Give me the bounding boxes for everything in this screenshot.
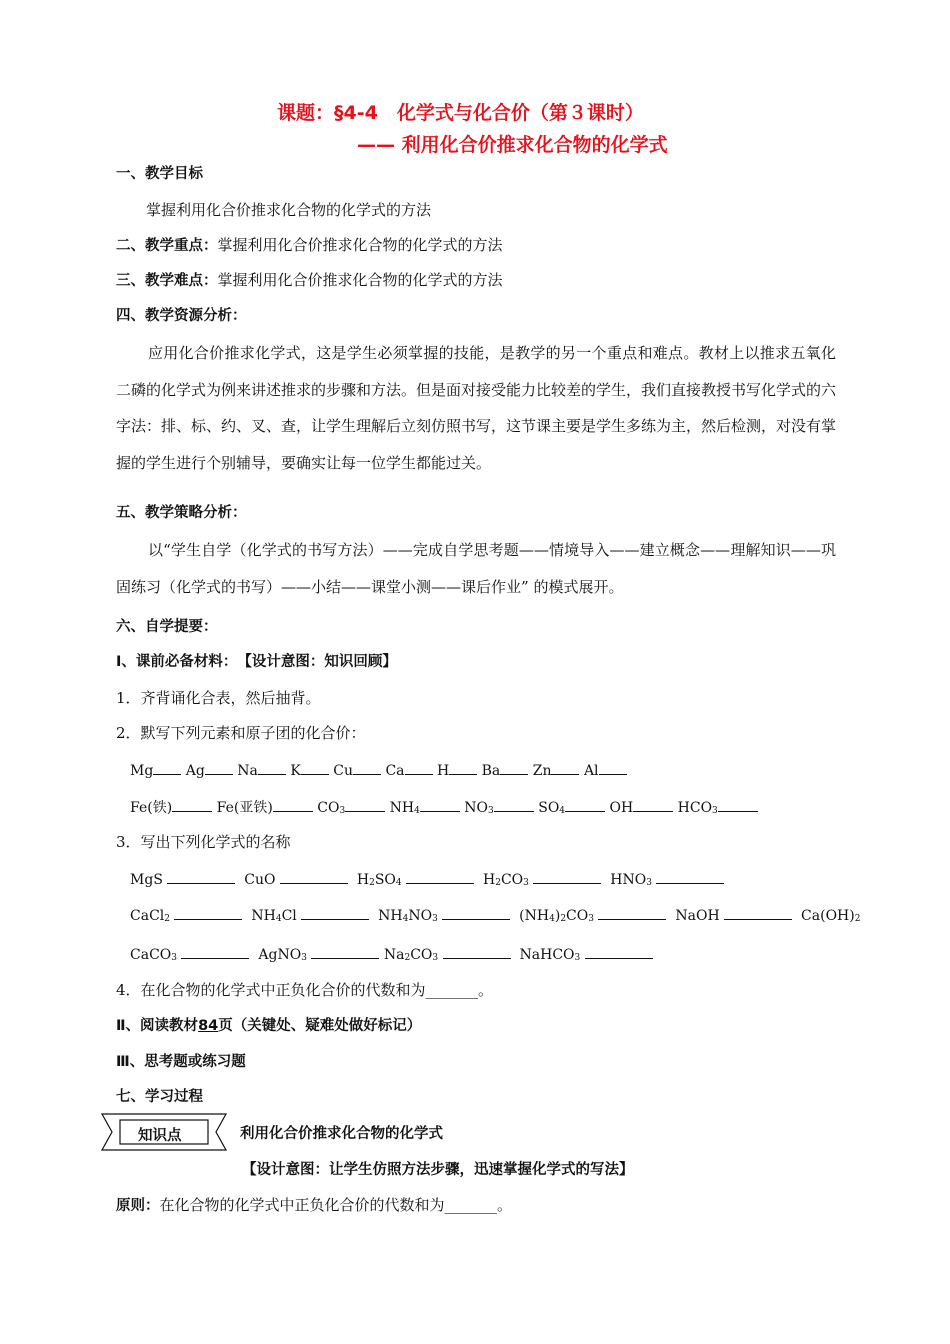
radical-item: Fe(铁) xyxy=(130,800,212,816)
formula-item: AgNO$_3$ xyxy=(258,947,379,963)
section-1-content: 掌握利用化合价推求化合物的化学式的方法 xyxy=(146,201,432,219)
question-2: 2．默写下列元素和原子团的化合价： xyxy=(116,724,366,742)
formula-item: $Ca(OH)_2$ xyxy=(801,908,861,924)
question-1: 1．齐背诵化合表，然后抽背。 xyxy=(116,689,321,707)
formula-item: NaHCO$_3$ xyxy=(519,947,652,963)
principle-text: 在化合物的化学式中正负化合价的代数和为_______。 xyxy=(159,1196,513,1214)
radical-item: $HCO_3$ xyxy=(678,800,758,816)
radical-item: $NH_4$ xyxy=(390,800,460,816)
formula-item: MgS xyxy=(130,872,240,888)
element-item: Al xyxy=(584,763,627,779)
part-1-heading: Ⅰ、课前必备材料： 【设计意图：知识回顾】 xyxy=(116,654,397,670)
principle xyxy=(116,1195,512,1216)
element-valence-row xyxy=(130,760,627,779)
element-item: Mg xyxy=(130,763,181,779)
question-3: 3．写出下列化学式的名称 xyxy=(116,833,291,851)
element-item: K xyxy=(290,763,328,779)
formula-item: $HNO_3$ xyxy=(610,872,724,888)
formula-item: $(NH_4)_2CO_3$ xyxy=(519,908,671,924)
section-3-content: 掌握利用化合价推求化合物的化学式的方法 xyxy=(217,271,503,289)
design-intent: 【设计意图：让学生仿照方法步骤，迅速掌握化学式的写法】 xyxy=(242,1162,634,1178)
knowledge-point-topic: 利用化合价推求化合物的化学式 xyxy=(240,1126,443,1142)
element-item: Zn xyxy=(533,763,580,779)
radical-item: Fe(亚铁) xyxy=(217,800,313,816)
knowledge-point-label: 知识点 xyxy=(138,1128,182,1144)
formula-names-row-1 xyxy=(130,869,724,888)
formula-item: CaCl$_2$ xyxy=(130,908,247,924)
formula-item: $Na_2CO_3$ xyxy=(384,947,515,963)
radical-item: $NO_3$ xyxy=(464,800,533,816)
section-7-heading: 七、学习过程 xyxy=(116,1089,203,1105)
element-item: Ag xyxy=(186,763,233,779)
lesson-subtitle: —— 利用化合价推求化合物的化学式 xyxy=(357,134,668,156)
formula-item: $NH_4Cl$ xyxy=(251,908,373,924)
textbook-page-number: 84 xyxy=(198,1018,219,1034)
formula-item: $H_2SO_4$ xyxy=(357,872,479,888)
element-item: Cu xyxy=(333,763,381,779)
section-2 xyxy=(116,235,503,256)
section-2-heading: 二、教学重点： xyxy=(116,238,218,254)
element-item: H xyxy=(437,763,477,779)
formula-item: NaOH xyxy=(675,908,796,924)
formula-names-row-2 xyxy=(130,905,860,924)
formula-item: CaCO$_3$ xyxy=(130,947,254,963)
section-4-heading: 四、教学资源分析： xyxy=(116,308,247,324)
lesson-title: 课题：§4-4 化学式与化合价（第３课时） xyxy=(277,102,644,124)
section-3 xyxy=(116,270,503,291)
section-3-heading: 三、教学难点： xyxy=(116,273,218,289)
element-item: Na xyxy=(237,763,286,779)
radical-valence-row xyxy=(130,797,758,817)
formula-names-row-3 xyxy=(130,944,653,963)
principle-label: 原则： xyxy=(116,1198,160,1214)
section-4-content: 应用化合价推求化学式，这是学生必须掌握的技能，是教学的另一个重点和难点。教材上以推求五氧化二磷的化学式为例来讲述推求的步骤和方法。但是面对接受能力比较差的学生，我们直接教授书写化学式的六字法：排、标、约、叉、查，让学生理解后立刻仿照书写，这节课主要是学生多练为主，然后检测，对没有掌握的学生进行个别辅导，要确实让每一位学生都能过关。 xyxy=(116,344,837,472)
section-5-heading: 五、教学策略分析： xyxy=(116,505,247,521)
formula-item: $NH_4NO_3$ xyxy=(378,908,515,924)
radical-item: $CO_3$ xyxy=(317,800,385,816)
section-6-heading: 六、自学提要： xyxy=(116,619,218,635)
section-5-content: 以“学生自学（化学式的书写方法）——完成自学思考题——情境导入——建立概念——理解知识——巩固练习（化学式的书写）——小结——课堂小测——课后作业” 的模式展开。 xyxy=(116,541,836,596)
radical-item: $SO_4$ xyxy=(538,800,605,816)
section-2-content: 掌握利用化合价推求化合物的化学式的方法 xyxy=(217,236,503,254)
formula-item: $H_2CO_3$ xyxy=(483,872,606,888)
formula-item: CuO xyxy=(244,872,352,888)
element-item: Ca xyxy=(385,763,432,779)
part-2-heading: Ⅱ、阅读教材84页（关键处、疑难处做好标记） xyxy=(116,1018,422,1034)
question-4: 4．在化合物的化学式中正负化合价的代数和为_______。 xyxy=(116,981,494,999)
part-3-heading: Ⅲ、思考题或练习题 xyxy=(116,1054,246,1070)
radical-item: OH xyxy=(609,800,673,816)
section-1-heading: 一、教学目标 xyxy=(116,166,203,182)
element-item: Ba xyxy=(482,763,529,779)
